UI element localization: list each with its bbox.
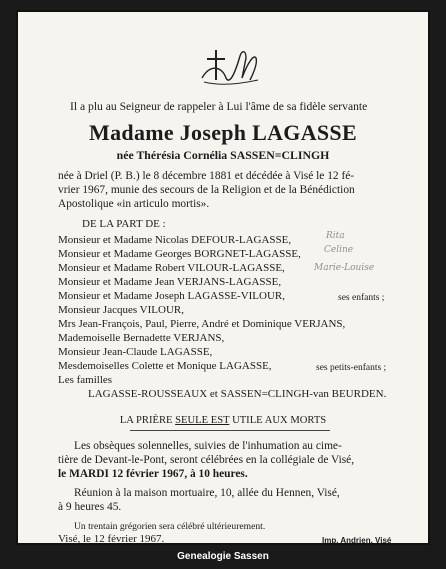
prayer-text: LA PRIÈRE — [119, 415, 173, 426]
prayer-line — [18, 415, 428, 426]
handwritten-note: Rita — [326, 231, 345, 241]
deceased-name: Madame Joseph LAGASSE — [89, 120, 357, 145]
family-line: Monsieur et Madame Joseph LAGASSE-VILOUR, — [58, 290, 285, 302]
ses-petits-enfants-label: ses petits-enfants ; — [316, 363, 387, 373]
family-line: Les familles — [58, 374, 113, 386]
prayer-text-underlined: SEULE EST — [175, 415, 230, 426]
place-date: Visé, le 12 février 1967. — [58, 533, 165, 545]
family-line: Monsieur Jean-Claude LAGASSE, — [58, 346, 213, 358]
family-line: Mademoiselle Bernadette VERJANS, — [58, 332, 225, 344]
obseques-line: tière de Devant-le-Pont, seront célébrées en la collégiale de Visé, — [58, 454, 355, 466]
service-date: le MARDI 12 février 1967, à 10 heures. — [58, 468, 248, 480]
reunion-line: Réunion à la maison mortuaire, 10, allée du Hennen, Visé, — [74, 487, 340, 499]
family-line: Monsieur et Madame Jean VERJANS-LAGASSE, — [58, 276, 282, 288]
trentain-note: Un trentain grégorien sera célébré ultérieurement. — [74, 521, 266, 532]
maiden-name: née Thérésia Cornélia SASSEN=CLINGH — [116, 148, 330, 162]
obseques-line: Les obsèques solennelles, suivies de l'inhumation au cime- — [74, 440, 342, 452]
handwritten-note: Marie-Louise — [314, 263, 375, 273]
family-line: Monsieur et Madame Georges BORGNET-LAGASSE, — [58, 248, 301, 260]
watermark-footer: Genealogie Sassen — [177, 551, 269, 562]
bio-line: vrier 1967, munie des secours de la Religion et de la Bénédiction — [58, 184, 355, 196]
intro-text: Il a plu au Seigneur de rappeler à Lui l'âme de sa fidèle servante — [70, 100, 368, 113]
family-line: Mrs Jean-François, Paul, Pierre, André et Dominique VERJANS, — [58, 318, 346, 330]
bio-line: née à Driel (P. B.) le 8 décembre 1881 et décédée à Visé le 12 fé- — [58, 170, 355, 182]
family-line: Monsieur et Madame Robert VILOUR-LAGASSE, — [58, 262, 285, 274]
family-line: Monsieur Jacques VILOUR, — [58, 304, 184, 316]
de-la-part-heading: DE LA PART DE : — [82, 218, 166, 230]
family-line: Mesdemoiselles Colette et Monique LAGASSE, — [58, 360, 272, 372]
printer-mark: Imp. Andrien, Visé — [322, 536, 392, 545]
handwritten-note: Celine — [324, 245, 354, 255]
ses-enfants-label: ses enfants ; — [338, 293, 385, 303]
bio-line: Apostolique «in articulo mortis». — [58, 198, 210, 210]
reunion-line: à 9 heures 45. — [58, 501, 122, 513]
cross-monogram-icon — [196, 44, 262, 88]
families-line: LAGASSE-ROUSSEAUX et SASSEN=CLINGH-van BEURDEN. — [88, 388, 387, 400]
divider — [130, 430, 330, 431]
family-line: Monsieur et Madame Nicolas DEFOUR-LAGASSE, — [58, 234, 292, 246]
memorial-card — [16, 10, 430, 545]
prayer-text: UTILE AUX MORTS — [232, 415, 327, 426]
